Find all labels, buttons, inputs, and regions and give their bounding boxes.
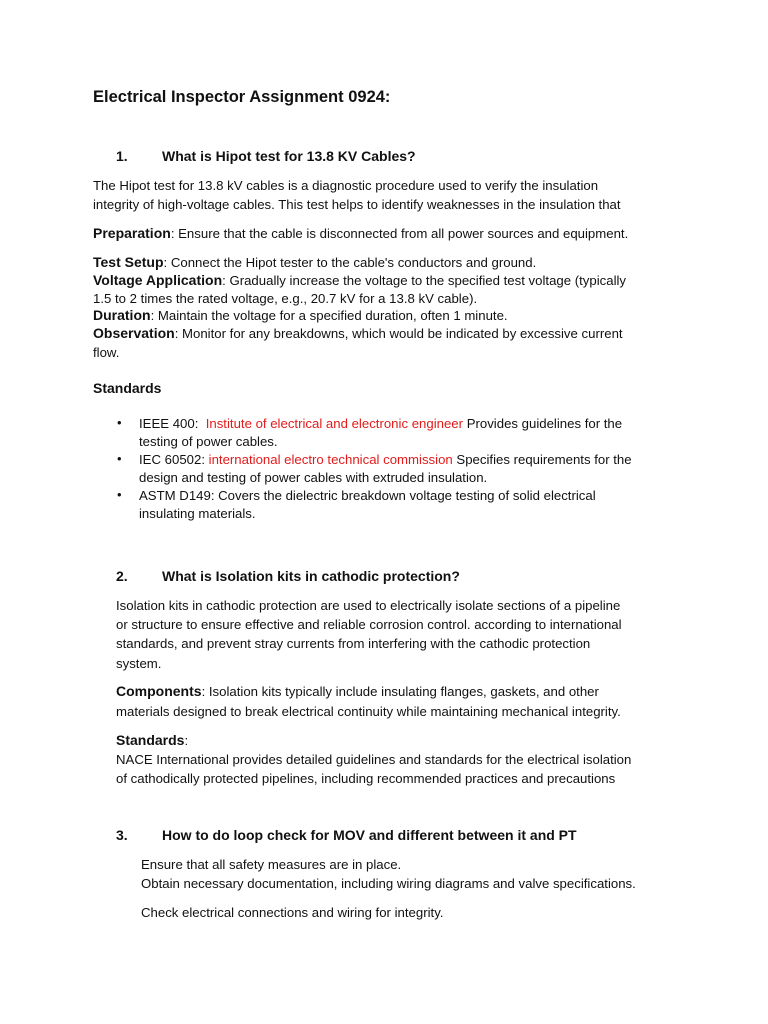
voltage-application-text: : Gradually increase the voltage to the specified test voltage (typically [222,273,627,288]
standard-ieee-400-line2: testing of power cables. [139,434,278,449]
components-label: Components [116,683,202,699]
components-text: : Isolation kits typically include insulating flanges, gaskets, and other [201,684,599,699]
preparation-text: : Ensure that the cable is disconnected from all power sources and equipment. [170,226,629,241]
standard-prefix: IEEE 400: [139,416,206,431]
q3-number: 3. [116,827,128,843]
q2-number: 2. [116,568,128,584]
q1-test-setup [93,253,536,272]
standard-org-name: Institute of electrical and electronic engineer [205,416,464,431]
q2-standards-colon: : [184,733,189,748]
q2-intro-line2: or structure to ensure effective and reliable corrosion control. according to international [116,617,622,632]
bullet-icon: • [117,451,122,466]
q2-intro-line1: Isolation kits in cathodic protection are used to electrically isolate sections of a pipeline [116,598,621,613]
voltage-application-label: Voltage Application [93,272,223,288]
q1-preparation [93,224,628,243]
q3-line1: Ensure that all safety measures are in place. [141,857,402,872]
preparation-label: Preparation [93,225,171,241]
q2-intro-line4: system. [116,656,162,671]
observation-label: Observation [93,325,175,341]
q1-question: What is Hipot test for 13.8 KV Cables? [162,148,416,164]
q3-line3: Check electrical connections and wiring for integrity. [141,905,444,920]
q2-standards-label: Standards [116,732,185,748]
q2-standards-line2: of cathodically protected pipelines, including recommended practices and precautions [116,771,616,786]
test-setup-text: : Connect the Hipot tester to the cable's conductors and ground. [163,255,537,270]
q2-components-line2: materials designed to break electrical continuity while maintaining mechanical integrity. [116,704,621,719]
standard-description: Provides guidelines for the [463,416,623,431]
standard-astm-d149: ASTM D149: Covers the dielectric breakdown voltage testing of solid electrical [139,488,596,503]
standard-iec-60502-line2: design and testing of power cables with extruded insulation. [139,470,488,485]
q1-duration [93,306,508,325]
q2-components [116,682,599,701]
q2-standards-line1: NACE International provides detailed guidelines and standards for the electrical isolation [116,752,632,767]
q1-intro-line1: The Hipot test for 13.8 kV cables is a diagnostic procedure used to verify the insulation [93,178,599,193]
standard-ieee-400 [139,414,622,433]
q1-observation-line2: flow. [93,345,120,360]
q2-intro-line3: standards, and prevent stray currents from interfering with the cathodic protection [116,636,591,651]
duration-text: : Maintain the voltage for a specified duration, often 1 minute. [150,308,508,323]
q2-question: What is Isolation kits in cathodic protection? [162,568,460,584]
q2-standards [116,731,188,750]
q1-observation [93,324,623,343]
bullet-icon: • [117,415,122,430]
q3-question: How to do loop check for MOV and different between it and PT [162,827,577,843]
duration-label: Duration [93,307,151,323]
test-setup-label: Test Setup [93,254,164,270]
q1-intro-line2: integrity of high-voltage cables. This test helps to identify weaknesses in the insulation that [93,197,621,212]
standard-org-name: international electro technical commission [208,452,453,467]
q3-line2: Obtain necessary documentation, including wiring diagrams and valve specifications. [141,876,636,891]
q1-voltage-application [93,271,626,290]
bullet-icon: • [117,487,122,502]
document-title: Electrical Inspector Assignment 0924: [93,88,391,106]
q1-voltage-application-line2: 1.5 to 2 times the rated voltage, e.g., 20.7 kV for a 13.8 kV cable). [93,291,478,306]
observation-text: : Monitor for any breakdowns, which would be indicated by excessive current [174,326,623,341]
q1-standards-heading: Standards [93,380,162,396]
standard-astm-d149-line2: insulating materials. [139,506,256,521]
q1-number: 1. [116,148,128,164]
standard-description: Specifies requirements for the [452,452,632,467]
standard-prefix: IEC 60502: [139,452,209,467]
standard-iec-60502 [139,450,632,469]
